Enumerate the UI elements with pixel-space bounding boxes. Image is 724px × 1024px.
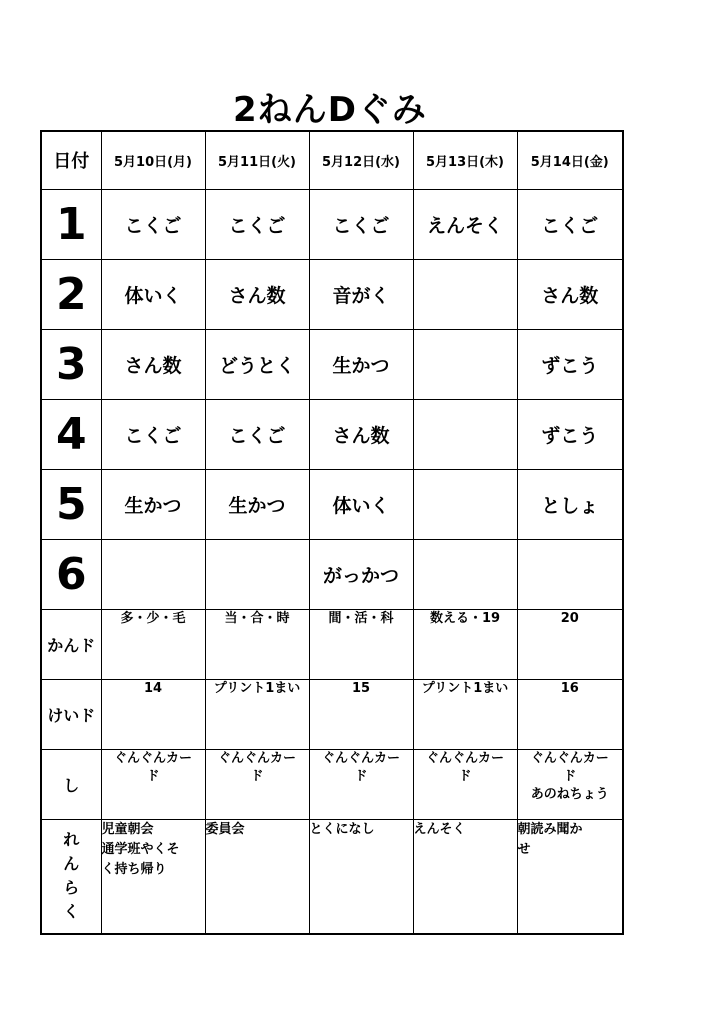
subject-cell: こくご [205,399,309,469]
kando-cell: 20 [517,609,623,679]
subject-cell [205,539,309,609]
period-number: 6 [41,539,101,609]
period-row-6 [41,539,623,609]
subject-cell: としょ [517,469,623,539]
shi-cell [205,749,309,819]
shi-line: ぐんぐんカー [217,750,296,766]
subject-cell: 生かつ [101,469,205,539]
renraku-line: く持ち帰り [101,861,167,877]
renraku-cell [101,819,205,934]
shi-line: ぐんぐんカー [113,750,192,766]
renraku-row [41,819,623,934]
renraku-cell [309,819,413,934]
keido-label: けいド [41,679,101,749]
subject-cell: えんそく [413,189,517,259]
subject-cell [413,259,517,329]
subject-cell: 音がく [309,259,413,329]
renraku-cell [413,819,517,934]
subject-cell [413,469,517,539]
subject-cell: ずこう [517,329,623,399]
keido-cell: プリント1まい [413,679,517,749]
day-header-thursday: 5月13日(木) [413,131,517,189]
subject-cell: 生かつ [309,329,413,399]
day-header-friday: 5月14日(金) [517,131,623,189]
period-number: 4 [41,399,101,469]
subject-cell: 体いく [101,259,205,329]
period-number: 5 [41,469,101,539]
renraku-cell [517,819,623,934]
subject-cell [101,539,205,609]
subject-cell: がっかつ [309,539,413,609]
renraku-line: 児童朝会 [101,821,154,837]
shi-cell [413,749,517,819]
renraku-line: 委員会 [205,821,245,837]
subject-cell: さん数 [205,259,309,329]
shi-cell [517,749,623,819]
kando-row [41,609,623,679]
shi-line: ド [250,768,264,784]
shi-cell [101,749,205,819]
keido-row [41,679,623,749]
subject-cell: こくご [101,399,205,469]
keido-cell: 15 [309,679,413,749]
subject-cell: 体いく [309,469,413,539]
weekly-schedule-table [40,130,624,935]
date-header-row [41,131,623,189]
period-row-3 [41,329,623,399]
shi-line: ド [563,768,577,784]
renraku-label-char: く [63,902,80,922]
day-header-monday: 5月10日(月) [101,131,205,189]
subject-cell [413,329,517,399]
shi-line: ぐんぐんカー [530,750,609,766]
day-header-tuesday: 5月11日(火) [205,131,309,189]
shi-row [41,749,623,819]
page-title: 2ねんDぐみ [233,90,427,130]
renraku-line: とくになし [309,821,375,837]
subject-cell: さん数 [101,329,205,399]
keido-cell: 16 [517,679,623,749]
kando-label: かんド [41,609,101,679]
renraku-line: 朝読み聞か [517,821,583,837]
renraku-line: えんそく [413,821,466,837]
renraku-label-char: れ [63,830,80,850]
period-row-2 [41,259,623,329]
shi-cell [309,749,413,819]
day-header-wednesday: 5月12日(水) [309,131,413,189]
period-number: 1 [41,189,101,259]
shi-line: ド [146,768,160,784]
renraku-label-char: ん [63,854,80,874]
kando-cell: 間・活・科 [309,609,413,679]
subject-cell: こくご [205,189,309,259]
subject-cell: 生かつ [205,469,309,539]
subject-cell: さん数 [309,399,413,469]
keido-cell: プリント1まい [205,679,309,749]
date-label: 日付 [41,131,101,189]
period-row-4 [41,399,623,469]
subject-cell: こくご [101,189,205,259]
subject-cell: こくご [517,189,623,259]
shi-line: ぐんぐんカー [321,750,400,766]
renraku-label-char: ら [63,878,80,898]
renraku-label [41,819,101,934]
renraku-cell [205,819,309,934]
subject-cell: こくご [309,189,413,259]
renraku-line: 通学班やくそ [101,841,180,857]
shi-line: ぐんぐんカー [425,750,504,766]
subject-cell [413,539,517,609]
kando-cell: 当・合・時 [205,609,309,679]
kando-cell: 多・少・毛 [101,609,205,679]
subject-cell: どうとく [205,329,309,399]
subject-cell [413,399,517,469]
shi-line: あのねちょう [530,786,609,802]
period-row-5 [41,469,623,539]
period-number: 2 [41,259,101,329]
subject-cell: ずこう [517,399,623,469]
subject-cell [517,539,623,609]
renraku-line: せ [517,841,531,857]
shi-line: ド [458,768,472,784]
shi-label: し [41,749,101,819]
subject-cell: さん数 [517,259,623,329]
shi-line: ド [354,768,368,784]
kando-cell: 数える・19 [413,609,517,679]
period-number: 3 [41,329,101,399]
keido-cell: 14 [101,679,205,749]
period-row-1 [41,189,623,259]
